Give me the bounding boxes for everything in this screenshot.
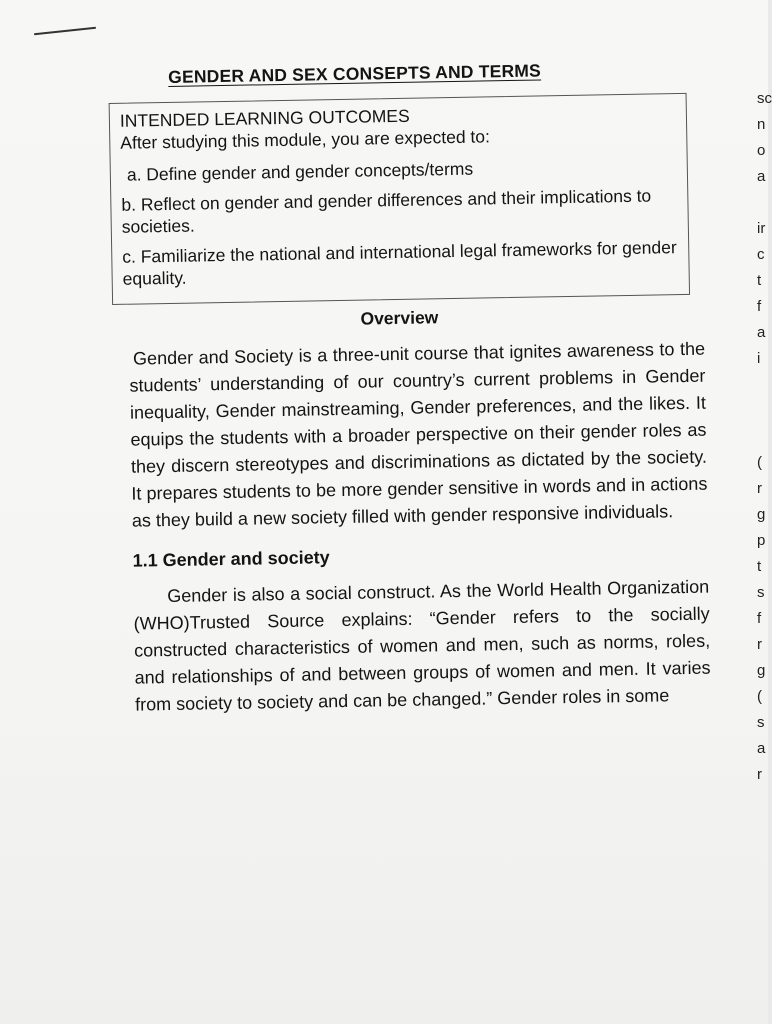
fragment: s bbox=[757, 584, 765, 601]
overview-paragraph: Gender and Society is a three-unit course that ignites awareness to the students’ understanding of our country’s current problems in Gender inequality, Gender mainstreaming, Gender preferences, and the likes. It equips the students with a broader perspective on their gender roles as they discern stereotypes and discriminations as dictated by the society. It prepares students to be more gender sensitive in words and in actions as they build a new society filled with gender responsive individuals. bbox=[129, 338, 708, 531]
fragment: t bbox=[757, 558, 762, 575]
outcome-item: a. Define gender and gender concepts/terms bbox=[126, 158, 474, 185]
fragment: ( bbox=[757, 688, 762, 705]
next-page-fragments bbox=[757, 86, 772, 806]
outcomes-intro: After studying this module, you are expected to: bbox=[120, 126, 491, 153]
fragment: f bbox=[757, 298, 762, 315]
section-paragraph: Gender is also a social construct. As the World Health Organization (WHO)Trusted Source explains: “Gender refers to the socially constructed characteristics of women and men, such as norms, roles, and relationships of and between groups of women and men. It varies from society to society and can be changed.” Gender roles in some bbox=[133, 576, 711, 715]
overview-heading: Overview bbox=[360, 307, 439, 329]
document-body bbox=[108, 57, 723, 718]
document-title: GENDER AND SEX CONSEPTS AND TERMS bbox=[167, 60, 542, 87]
fragment: r bbox=[757, 636, 762, 653]
fragment bbox=[757, 190, 768, 216]
fragment: ( bbox=[757, 454, 762, 471]
outcomes-heading: INTENDED LEARNING OUTCOMES bbox=[119, 105, 410, 131]
fragment: g bbox=[757, 662, 766, 679]
fragment: ir bbox=[757, 220, 766, 237]
fragment bbox=[757, 372, 768, 398]
fragment: f bbox=[757, 610, 762, 627]
fragment: r bbox=[757, 480, 762, 497]
fragment: a bbox=[757, 168, 766, 185]
outcome-item: c. Familiarize the national and international legal frameworks for gender equality. bbox=[122, 237, 677, 289]
section-heading: 1.1 Gender and society bbox=[132, 547, 330, 571]
fragment: s bbox=[757, 714, 765, 731]
fragment: r bbox=[757, 766, 762, 783]
fragment bbox=[757, 424, 768, 450]
fragment: a bbox=[757, 324, 766, 341]
fragment: p bbox=[757, 532, 766, 549]
fragment: i bbox=[757, 350, 761, 367]
fragment: a bbox=[757, 740, 766, 757]
fragment: c bbox=[757, 246, 765, 263]
fragment: t bbox=[757, 272, 762, 289]
fragment: n bbox=[757, 116, 766, 133]
fragment bbox=[757, 398, 768, 424]
pen-mark bbox=[34, 27, 96, 35]
fragment: sc bbox=[757, 90, 772, 107]
outcome-item: b. Reflect on gender and gender differences and their implications to societies. bbox=[121, 185, 652, 237]
fragment: g bbox=[757, 506, 766, 523]
learning-outcomes-box bbox=[109, 93, 690, 305]
fragment: o bbox=[757, 142, 766, 159]
